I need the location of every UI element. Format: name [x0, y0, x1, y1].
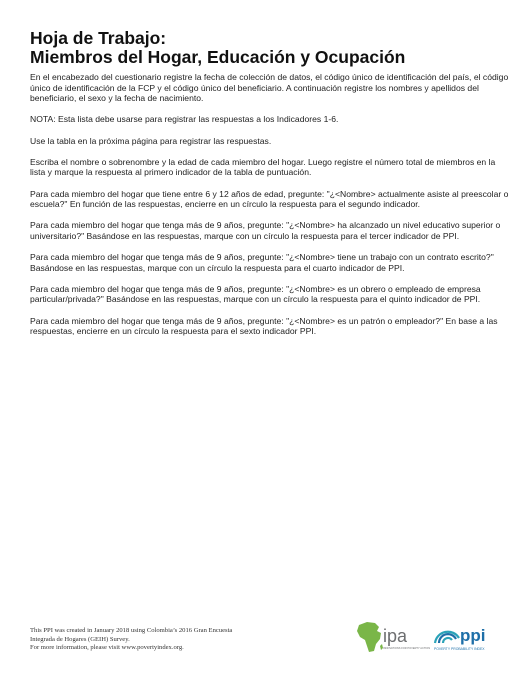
instructions — [30, 72, 510, 337]
arcs-icon — [435, 632, 459, 643]
paragraph-header-instructions: En el encabezado del cuestionario registre la fecha de colección de datos, el código único de identificación del país, el código único de identificación de la FCP y el código único del beneficiario. A continuación registre los nombres y apellidos del beneficiario, el sexo y la fecha de nacimiento. — [30, 72, 509, 104]
ppi-logo — [430, 619, 520, 655]
ipa-tagline: INNOVATIONS FOR POVERTY ACTION — [383, 647, 431, 650]
paragraph-use-table: Use la tabla en la próxima página para registrar las respuestas. — [30, 135, 272, 146]
footer-line-1: This PPI was created in January 2018 using Colombia’s 2016 Gran Encuesta — [30, 627, 233, 634]
ipa-wordmark: ipa — [383, 626, 408, 646]
ipa-logo — [353, 619, 431, 655]
footer-note — [30, 627, 260, 653]
page-title — [30, 29, 510, 67]
footer-line-2: Integrada de Hogares (GEIH) Survey. — [30, 635, 130, 643]
paragraph-indicator-5: Para cada miembro del hogar que tenga más de 9 años, pregunte: "¿<Nombre> es un obrero o empleado de empresa particular/privada?" Basándose en las respuestas, marque con un círculo la respuesta para el quinto indicador de PPI. — [30, 283, 481, 305]
title-line-1: Hoja de Trabajo: — [30, 28, 167, 48]
africa-map-icon — [357, 622, 383, 652]
paragraph-indicator-3: Para cada miembro del hogar que tenga más de 9 años, pregunte: "¿<Nombre> ha alcanzado un nivel educativo superior o universitario?" Basándose en las respuestas, marque con un círculo la respuesta para el tercer indicador de PPI. — [30, 220, 501, 241]
paragraph-indicator-4: Para cada miembro del hogar que tenga más de 9 años, pregunte: "¿<Nombre> tiene un trabajo con un contrato escrito?" Basándose en las respuestas, marque con un círculo la respuesta para el cuarto indicador de PPI. — [30, 252, 494, 273]
paragraph-indicator-2: Para cada miembro del hogar que tiene entre 6 y 12 años de edad, pregunte: "¿<Nombre> actualmente asiste al preescolar o escuela?" En función de las respuestas, encierre en un círculo la respuesta para el segundo indicador. — [30, 188, 509, 210]
paragraph-indicator-6: Para cada miembro del hogar que tenga más de 9 años, pregunte: "¿<Nombre> es un patrón o empleador?" En base a las respuestas, encierre en un círculo la respuesta para el sexto indicador PPI. — [30, 315, 498, 337]
ppi-wordmark: ppi — [460, 626, 486, 645]
paragraph-indicator-1: Escriba el nombre o sobrenombre y la edad de cada miembro del hogar. Luego registre el número total de miembros en la lista y marque la respuesta al primero indicador de la tabla de puntuación. — [30, 156, 496, 178]
paragraph-note: NOTA: Esta lista debe usarse para registrar las respuestas a los Indicadores 1-6. — [30, 114, 339, 125]
title-line-2: Miembros del Hogar, Educación y Ocupación — [30, 47, 406, 67]
footer-line-3: For more information, please visit www.povertyindex.org. — [30, 644, 184, 652]
ppi-tagline: POVERTY PROBABILITY INDEX — [434, 647, 485, 651]
